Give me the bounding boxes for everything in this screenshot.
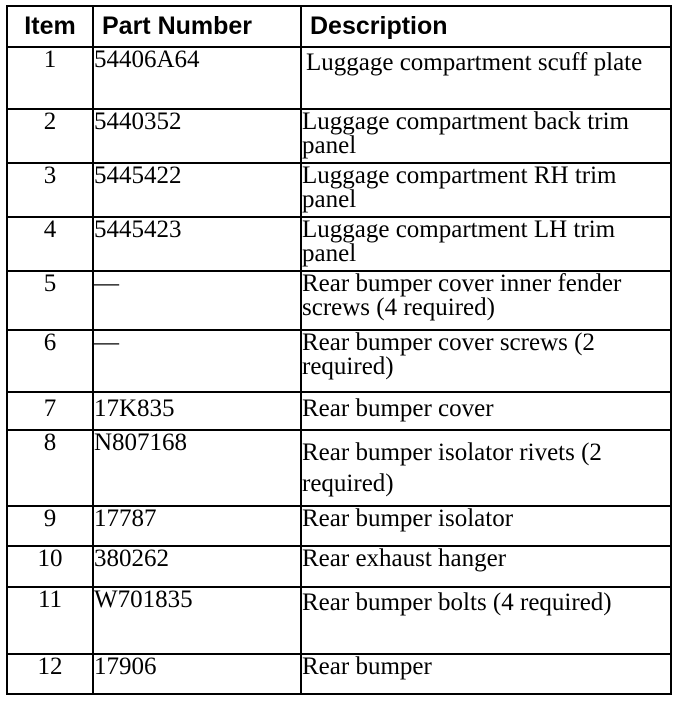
item-number: 4 (7, 217, 93, 271)
item-number: 3 (7, 163, 93, 217)
item-number: 7 (7, 392, 93, 430)
description: Luggage compartment LH trim panel (301, 217, 671, 271)
table-row (7, 506, 671, 546)
part-number: 5445423 (93, 217, 301, 271)
header-part-number: Part Number (93, 6, 301, 47)
item-number: 11 (7, 587, 93, 654)
item-number: 1 (7, 47, 93, 109)
description: Rear bumper cover inner fender screws (4 required) (301, 271, 671, 330)
table-row (7, 430, 671, 506)
part-number: 380262 (93, 546, 301, 587)
description: Rear bumper cover screws (2 required) (301, 330, 671, 392)
item-number: 8 (7, 430, 93, 506)
item-number: 9 (7, 506, 93, 546)
part-number: N807168 (93, 430, 301, 506)
part-number: W701835 (93, 587, 301, 654)
header-item: Item (7, 6, 93, 47)
part-number: — (93, 271, 301, 330)
part-number: 17906 (93, 654, 301, 694)
table-row (7, 546, 671, 587)
description: Luggage compartment RH trim panel (301, 163, 671, 217)
parts-table (6, 5, 672, 695)
table-row (7, 271, 671, 330)
item-number: 10 (7, 546, 93, 587)
part-number: 54406A64 (93, 47, 301, 109)
item-number: 5 (7, 271, 93, 330)
description: Rear exhaust hanger (301, 546, 671, 587)
part-number: 17787 (93, 506, 301, 546)
table-row (7, 109, 671, 163)
table-row (7, 587, 671, 654)
table-row (7, 217, 671, 271)
table-row (7, 392, 671, 430)
description: Rear bumper isolator (301, 506, 671, 546)
description: Rear bumper isolator rivets (2 required) (301, 430, 671, 506)
table-row (7, 330, 671, 392)
part-number: 5440352 (93, 109, 301, 163)
item-number: 6 (7, 330, 93, 392)
part-number: 17K835 (93, 392, 301, 430)
item-number: 12 (7, 654, 93, 694)
description: Rear bumper bolts (4 required) (301, 587, 671, 654)
table-row (7, 654, 671, 694)
item-number: 2 (7, 109, 93, 163)
part-number: — (93, 330, 301, 392)
description: Luggage compartment back trim panel (301, 109, 671, 163)
table-row (7, 163, 671, 217)
header-description: Description (301, 6, 671, 47)
table-row (7, 47, 671, 109)
description: Luggage compartment scuff plate (301, 47, 671, 109)
part-number: 5445422 (93, 163, 301, 217)
header-row (7, 6, 671, 47)
description: Rear bumper cover (301, 392, 671, 430)
description: Rear bumper (301, 654, 671, 694)
